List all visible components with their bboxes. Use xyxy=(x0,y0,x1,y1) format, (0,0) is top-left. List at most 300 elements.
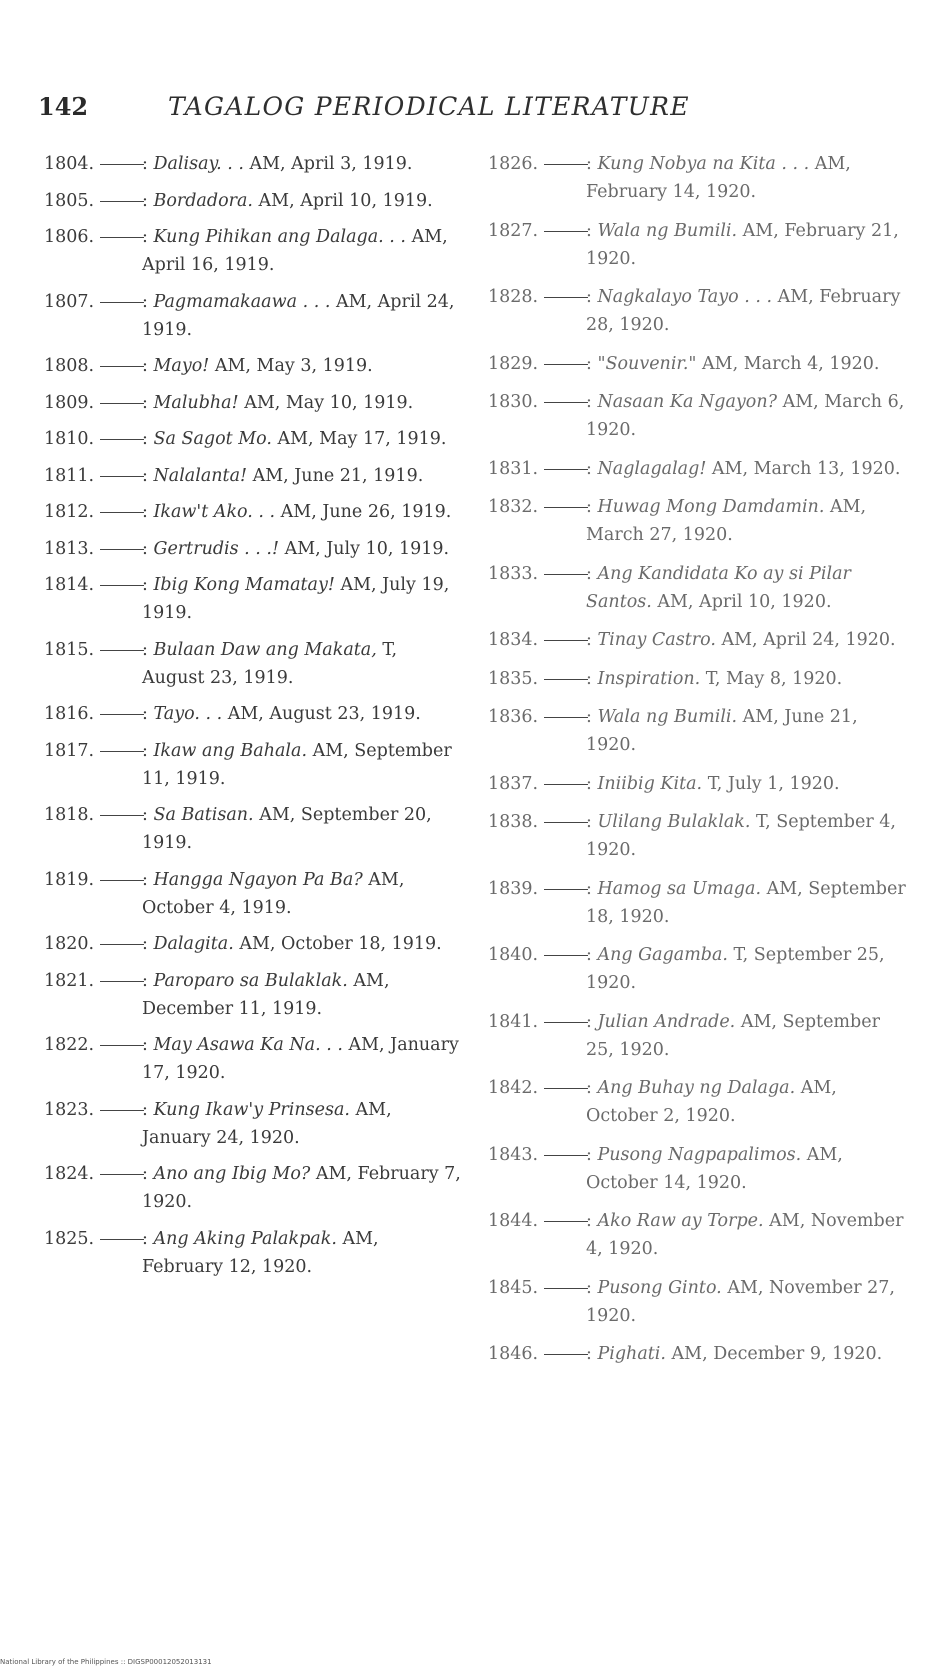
bibliography-entry xyxy=(488,1141,908,1197)
ditto-dash xyxy=(544,889,588,890)
entry-body: : Tayo. . . AM, August 23, 1919. xyxy=(142,704,421,724)
entry-number xyxy=(44,535,134,563)
right-column xyxy=(488,150,908,1379)
entry-source-date: AM, November 27, 1920. xyxy=(586,1277,895,1326)
entry-number xyxy=(488,1340,578,1368)
bibliography-entry xyxy=(488,350,908,378)
entry-number xyxy=(488,388,578,416)
bibliography-entry xyxy=(44,1096,464,1152)
entry-title: Kung Pihikan ang Dalaga. . . xyxy=(153,227,406,247)
entry-title: Ikaw ang Bahala. xyxy=(153,740,308,761)
entry-body: : Ulilang Bulaklak. T, September 4, 1920. xyxy=(586,812,896,860)
bibliography-entry xyxy=(488,388,908,444)
entry-body: : Ang Kandidata Ko ay si Pilar Santos. AM, April 10, 1920. xyxy=(586,563,851,612)
entry-title: Pusong Nagpapalimos. xyxy=(597,1144,802,1165)
entry-number-text: 1827. xyxy=(488,220,539,241)
entry-body: : Bulaan Daw ang Makata, T, August 23, 1919. xyxy=(142,639,398,688)
ditto-dash xyxy=(544,1088,588,1089)
entry-number xyxy=(44,223,134,251)
entry-body: : Pusong Ginto. AM, November 27, 1920. xyxy=(586,1277,895,1326)
entry-title: Ang Kandidata Ko ay si Pilar Santos. xyxy=(586,563,851,612)
bibliography-entry xyxy=(44,737,464,793)
bibliography-entry xyxy=(44,1160,464,1216)
entry-number-text: 1836. xyxy=(488,707,539,727)
entry-number-text: 1810. xyxy=(44,429,95,449)
entry-source-date: AM, November 4, 1920. xyxy=(586,1211,904,1259)
entry-source-date: AM, December 11, 1919. xyxy=(142,970,390,1019)
entry-body: : Paroparo sa Bulaklak. AM, December 11, 1919. xyxy=(142,970,390,1019)
entry-number-text: 1824. xyxy=(44,1164,95,1184)
entry-source-date: T, July 1, 1920. xyxy=(702,773,840,794)
entry-body: : Nalalanta! AM, June 21, 1919. xyxy=(142,465,424,486)
entry-source-date: AM, March 4, 1920. xyxy=(696,353,880,374)
bibliography-entry xyxy=(488,560,908,616)
entry-body: : Kung Pihikan ang Dalaga. . . AM, April 16, 1919. xyxy=(142,227,448,275)
ditto-dash xyxy=(544,574,588,575)
entry-title: Bulaan Daw ang Makata, xyxy=(153,639,377,660)
entry-body: : Naglagalag! AM, March 13, 1920. xyxy=(586,458,901,479)
bibliography-entry xyxy=(488,217,908,273)
entry-title: Gertrudis . . .! xyxy=(153,538,280,559)
bibliography-entry xyxy=(44,462,464,490)
entry-body: : Tinay Castro. AM, April 24, 1920. xyxy=(586,630,896,650)
ditto-dash xyxy=(100,751,144,752)
bibliography-entry xyxy=(44,389,464,417)
entry-title: Tayo. . . xyxy=(153,704,223,724)
entry-body: : Ikaw ang Bahala. AM, September 11, 1919. xyxy=(142,740,452,789)
entry-source-date: AM, February 28, 1920. xyxy=(586,287,901,335)
bibliography-entry xyxy=(44,801,464,857)
entry-number xyxy=(44,352,134,380)
bibliography-entry xyxy=(488,665,908,693)
entry-source-date: AM, February 12, 1920. xyxy=(142,1228,379,1277)
ditto-dash xyxy=(544,955,588,956)
entry-title: Ang Gagamba. xyxy=(597,945,728,965)
entry-number xyxy=(44,700,134,728)
entry-source-date: AM, June 26, 1919. xyxy=(275,502,452,522)
ditto-dash xyxy=(544,822,588,823)
entry-body: : Wala ng Bumili. AM, February 21, 1920. xyxy=(586,220,899,269)
entry-source-date: AM, April 10, 1920. xyxy=(651,591,832,612)
bibliography-entry xyxy=(44,223,464,279)
entry-body: : Pighati. AM, December 9, 1920. xyxy=(586,1344,883,1364)
entry-number xyxy=(44,288,134,316)
entry-title: Pighati. xyxy=(597,1344,666,1364)
ditto-dash xyxy=(544,469,588,470)
entry-source-date: AM, April 24, 1919. xyxy=(142,291,455,340)
entry-source-date: T, August 23, 1919. xyxy=(142,639,398,688)
ditto-dash xyxy=(544,364,588,365)
entry-number xyxy=(44,1031,134,1059)
entry-number xyxy=(488,455,578,483)
entry-title: Ikaw't Ako. . . xyxy=(153,502,276,522)
bibliography-entry xyxy=(44,425,464,453)
entry-number-text: 1809. xyxy=(44,392,95,413)
entry-body: : Wala ng Bumili. AM, June 21, 1920. xyxy=(586,707,858,755)
entry-number-text: 1821. xyxy=(44,970,95,991)
entry-number xyxy=(488,770,578,798)
page-header xyxy=(38,92,758,128)
entry-source-date: AM, April 24, 1920. xyxy=(715,630,896,650)
entry-number-text: 1845. xyxy=(488,1277,539,1298)
entry-title: Inspiration. xyxy=(597,668,701,689)
ditto-dash xyxy=(544,164,588,165)
bibliography-entry xyxy=(488,455,908,483)
entry-number xyxy=(44,801,134,829)
entry-number-text: 1806. xyxy=(44,227,95,247)
ditto-dash xyxy=(100,1174,144,1175)
entry-body: : Ikaw't Ako. . . AM, June 26, 1919. xyxy=(142,502,452,522)
entry-source-date: AM, February 21, 1920. xyxy=(586,220,899,269)
entry-source-date: AM, May 17, 1919. xyxy=(271,429,447,449)
ditto-dash xyxy=(100,439,144,440)
entry-title: Nagkalayo Tayo . . . xyxy=(597,287,773,307)
running-title: TAGALOG PERIODICAL LITERATURE xyxy=(168,92,690,121)
bibliography-entry xyxy=(44,352,464,380)
bibliography-entry xyxy=(488,283,908,339)
ditto-dash xyxy=(100,981,144,982)
bibliography-entry xyxy=(488,1207,908,1263)
ditto-dash xyxy=(544,679,588,680)
ditto-dash xyxy=(100,366,144,367)
ditto-dash xyxy=(544,507,588,508)
ditto-dash xyxy=(100,714,144,715)
entry-number-text: 1833. xyxy=(488,563,539,584)
entry-source-date: AM, September 18, 1920. xyxy=(586,878,906,927)
bibliography-entry xyxy=(44,967,464,1023)
ditto-dash xyxy=(544,717,588,718)
entry-number-text: 1812. xyxy=(44,502,95,522)
entry-number-text: 1828. xyxy=(488,287,539,307)
entry-body: : Hangga Ngayon Pa Ba? AM, October 4, 1919. xyxy=(142,869,405,918)
entry-number xyxy=(44,967,134,995)
entry-body: : Nasaan Ka Ngayon? AM, March 6, 1920. xyxy=(586,392,905,440)
entry-number-text: 1826. xyxy=(488,154,539,174)
entry-title: Ano ang Ibig Mo? xyxy=(153,1164,311,1184)
bibliography-entry xyxy=(44,1225,464,1281)
entry-title: Naglagalag! xyxy=(597,458,707,479)
entry-source-date: AM, July 19, 1919. xyxy=(142,575,450,623)
bibliography-entry xyxy=(44,187,464,215)
entry-source-date: AM, October 18, 1919. xyxy=(233,934,442,954)
ditto-dash xyxy=(100,237,144,238)
entry-number xyxy=(44,1160,134,1188)
entry-source-date: AM, June 21, 1919. xyxy=(247,465,424,486)
entry-body: : Huwag Mong Damdamin. AM, March 27, 1920. xyxy=(586,497,867,545)
entry-number xyxy=(488,217,578,245)
bibliography-entry xyxy=(44,288,464,344)
entry-number-text: 1825. xyxy=(44,1228,95,1249)
bibliography-entry xyxy=(488,493,908,549)
bibliography-entry xyxy=(44,535,464,563)
entry-number xyxy=(488,875,578,903)
entry-number xyxy=(44,571,134,599)
ditto-dash xyxy=(100,403,144,404)
ditto-dash xyxy=(544,1354,588,1355)
entry-source-date: AM, February 14, 1920. xyxy=(586,154,851,202)
entry-source-date: AM, March 13, 1920. xyxy=(706,458,901,479)
ditto-dash xyxy=(544,402,588,403)
ditto-dash xyxy=(100,549,144,550)
entry-body: : Iniibig Kita. T, July 1, 1920. xyxy=(586,773,840,794)
bibliography-entry xyxy=(488,626,908,654)
entry-body: : Dalagita. AM, October 18, 1919. xyxy=(142,934,442,954)
entry-title: Sa Sagot Mo. xyxy=(153,429,272,449)
entry-number-text: 1844. xyxy=(488,1211,539,1231)
entry-body: : Ibig Kong Mamatay! AM, July 19, 1919. xyxy=(142,575,450,623)
entry-number xyxy=(44,1096,134,1124)
ditto-dash xyxy=(100,880,144,881)
entry-number-text: 1811. xyxy=(44,465,95,486)
entry-number-text: 1823. xyxy=(44,1099,95,1120)
bibliography-entry xyxy=(44,930,464,958)
entry-body: : Bordadora. AM, April 10, 1919. xyxy=(142,190,433,211)
ditto-dash xyxy=(100,1239,144,1240)
entry-body: : Ang Buhay ng Dalaga. AM, October 2, 1920. xyxy=(586,1078,837,1126)
entry-number xyxy=(44,1225,134,1253)
entry-title: Malubha! xyxy=(153,392,239,413)
bibliography-entry xyxy=(488,703,908,759)
ditto-dash xyxy=(544,1221,588,1222)
entry-source-date: AM, October 2, 1920. xyxy=(586,1078,837,1126)
entry-number-text: 1820. xyxy=(44,934,95,954)
ditto-dash xyxy=(100,944,144,945)
bibliography-entry xyxy=(488,875,908,931)
entry-number-text: 1818. xyxy=(44,805,95,825)
entry-title: Pagmamakaawa . . . xyxy=(153,291,331,312)
entry-source-date: AM, January 24, 1920. xyxy=(142,1099,392,1148)
entry-source-date: AM, June 21, 1920. xyxy=(586,707,858,755)
entry-source-date: AM, April 16, 1919. xyxy=(142,227,448,275)
entry-number-text: 1805. xyxy=(44,190,95,211)
entry-title: Hamog sa Umaga. xyxy=(597,878,762,899)
entry-source-date: AM, August 23, 1919. xyxy=(222,704,421,724)
entry-source-date: AM, April 3, 1919. xyxy=(243,154,413,174)
entry-source-date: AM, July 10, 1919. xyxy=(279,538,450,559)
entry-source-date: AM, October 4, 1919. xyxy=(142,869,405,918)
entry-number xyxy=(44,462,134,490)
entry-body: : Julian Andrade. AM, September 25, 1920. xyxy=(586,1011,880,1060)
entry-number-text: 1829. xyxy=(488,353,539,374)
ditto-dash xyxy=(544,784,588,785)
entry-body: : Kung Ikaw'y Prinsesa. AM, January 24, 1920. xyxy=(142,1099,392,1148)
entry-number xyxy=(44,187,134,215)
entry-number xyxy=(488,350,578,378)
entry-body: : Ano ang Ibig Mo? AM, February 7, 1920. xyxy=(142,1164,461,1212)
entry-number xyxy=(488,1141,578,1169)
entry-source-date: AM, September 11, 1919. xyxy=(142,740,452,789)
entry-number xyxy=(44,930,134,958)
entry-number-text: 1841. xyxy=(488,1011,539,1032)
entry-title: Wala ng Bumili. xyxy=(597,220,738,241)
entry-number-text: 1842. xyxy=(488,1078,539,1098)
entry-source-date: AM, March 27, 1920. xyxy=(586,497,867,545)
entry-number xyxy=(44,737,134,765)
ditto-dash xyxy=(544,1155,588,1156)
entry-title: "Souvenir." xyxy=(597,353,697,374)
page-number: 142 xyxy=(38,92,89,121)
entry-body: : Kung Nobya na Kita . . . AM, February 14, 1920. xyxy=(586,154,851,202)
entry-source-date: AM, March 6, 1920. xyxy=(586,392,905,440)
entry-number xyxy=(44,150,134,178)
entry-body: : Malubha! AM, May 10, 1919. xyxy=(142,392,414,413)
entry-title: Hangga Ngayon Pa Ba? xyxy=(153,869,363,890)
ditto-dash xyxy=(100,650,144,651)
entry-title: Julian Andrade. xyxy=(597,1011,736,1032)
entry-title: Sa Batisan. xyxy=(153,805,254,825)
entry-number xyxy=(488,1008,578,1036)
ditto-dash xyxy=(100,512,144,513)
entry-number xyxy=(488,703,578,731)
ditto-dash xyxy=(100,302,144,303)
entry-source-date: AM, May 3, 1919. xyxy=(209,356,373,376)
entry-number xyxy=(488,626,578,654)
bibliography-entry xyxy=(44,866,464,922)
entry-number xyxy=(44,636,134,664)
entry-number xyxy=(488,1274,578,1302)
entry-title: May Asawa Ka Na. . . xyxy=(153,1035,343,1055)
entry-number xyxy=(488,283,578,311)
left-column xyxy=(44,150,464,1289)
ditto-dash xyxy=(544,1288,588,1289)
bibliography-entry xyxy=(44,571,464,627)
entry-source-date: T, September 4, 1920. xyxy=(586,812,896,860)
entry-source-date: AM, September 20, 1919. xyxy=(142,805,432,853)
entry-source-date: AM, February 7, 1920. xyxy=(142,1164,461,1212)
entry-body: : "Souvenir." AM, March 4, 1920. xyxy=(586,353,880,374)
entry-number xyxy=(488,808,578,836)
entry-title: Kung Nobya na Kita . . . xyxy=(597,154,810,174)
entry-number-text: 1804. xyxy=(44,154,95,174)
entry-body: : May Asawa Ka Na. . . AM, January 17, 1920. xyxy=(142,1035,459,1083)
bibliography-entry xyxy=(488,1340,908,1368)
entry-title: Mayo! xyxy=(153,356,210,376)
entry-number-text: 1834. xyxy=(488,630,539,650)
entry-number-text: 1840. xyxy=(488,945,539,965)
entry-body: : Ang Aking Palakpak. AM, February 12, 1920. xyxy=(142,1228,379,1277)
entry-source-date: T, May 8, 1920. xyxy=(700,668,843,689)
entry-number xyxy=(488,941,578,969)
entry-number xyxy=(488,150,578,178)
entry-source-date: AM, April 10, 1919. xyxy=(252,190,433,211)
entry-title: Ang Buhay ng Dalaga. xyxy=(597,1078,796,1098)
entry-body: : Nagkalayo Tayo . . . AM, February 28, 1920. xyxy=(586,287,901,335)
entry-body: : Hamog sa Umaga. AM, September 18, 1920. xyxy=(586,878,906,927)
entry-body: : Ako Raw ay Torpe. AM, November 4, 1920. xyxy=(586,1211,904,1259)
bibliography-entry xyxy=(44,700,464,728)
entry-title: Ulilang Bulaklak. xyxy=(597,812,751,832)
entry-number xyxy=(44,425,134,453)
entry-body: : Pagmamakaawa . . . AM, April 24, 1919. xyxy=(142,291,455,340)
bibliography-entry xyxy=(488,808,908,864)
entry-number xyxy=(488,1074,578,1102)
bibliography-entry xyxy=(488,941,908,997)
entry-number-text: 1835. xyxy=(488,668,539,689)
entry-title: Ang Aking Palakpak. xyxy=(153,1228,337,1249)
entry-number-text: 1831. xyxy=(488,458,539,479)
entry-title: Ako Raw ay Torpe. xyxy=(597,1211,764,1231)
ditto-dash xyxy=(100,1110,144,1111)
entry-source-date: AM, December 9, 1920. xyxy=(665,1344,883,1364)
entry-number-text: 1817. xyxy=(44,740,95,761)
entry-body: : Sa Batisan. AM, September 20, 1919. xyxy=(142,805,432,853)
ditto-dash xyxy=(100,164,144,165)
entry-number-text: 1837. xyxy=(488,773,539,794)
entry-number-text: 1807. xyxy=(44,291,95,312)
entry-source-date: AM, October 14, 1920. xyxy=(586,1144,843,1193)
bibliography-entry xyxy=(488,770,908,798)
bibliography-entry xyxy=(44,1031,464,1087)
entry-title: Paroparo sa Bulaklak. xyxy=(153,970,348,991)
entry-number-text: 1814. xyxy=(44,575,95,595)
entry-number-text: 1843. xyxy=(488,1144,539,1165)
entry-body: : Mayo! AM, May 3, 1919. xyxy=(142,356,373,376)
entry-title: Nasaan Ka Ngayon? xyxy=(597,392,777,412)
ditto-dash xyxy=(544,297,588,298)
entry-number xyxy=(44,389,134,417)
bibliography-entry xyxy=(44,150,464,178)
entry-title: Bordadora. xyxy=(153,190,253,211)
entry-title: Pusong Ginto. xyxy=(597,1277,722,1298)
entry-number xyxy=(488,560,578,588)
footer-credit: National Library of the Philippines :: DIGSP00012052013131 xyxy=(0,1658,212,1666)
entry-number-text: 1822. xyxy=(44,1035,95,1055)
ditto-dash xyxy=(544,231,588,232)
entry-number xyxy=(488,493,578,521)
entry-title: Dalagita. xyxy=(153,934,234,954)
ditto-dash xyxy=(100,476,144,477)
entry-title: Tinay Castro. xyxy=(597,630,716,650)
bibliography-entry xyxy=(488,1074,908,1130)
entry-number-text: 1832. xyxy=(488,497,539,517)
bibliography-entry xyxy=(488,150,908,206)
entry-number-text: 1813. xyxy=(44,538,95,559)
entry-body: : Pusong Nagpapalimos. AM, October 14, 1920. xyxy=(586,1144,843,1193)
entry-title: Ibig Kong Mamatay! xyxy=(153,575,335,595)
entry-body: : Sa Sagot Mo. AM, May 17, 1919. xyxy=(142,429,447,449)
entry-body: : Ang Gagamba. T, September 25, 1920. xyxy=(586,945,885,993)
entry-source-date: AM, January 17, 1920. xyxy=(142,1035,459,1083)
entry-number-text: 1816. xyxy=(44,704,95,724)
ditto-dash xyxy=(100,1045,144,1046)
entry-number-text: 1839. xyxy=(488,878,539,899)
entry-number xyxy=(488,1207,578,1235)
entry-source-date: T, September 25, 1920. xyxy=(586,945,885,993)
entry-number xyxy=(488,665,578,693)
entry-number-text: 1838. xyxy=(488,812,539,832)
bibliography-entry xyxy=(488,1274,908,1330)
entry-body: : Gertrudis . . .! AM, July 10, 1919. xyxy=(142,538,450,559)
entry-number xyxy=(44,498,134,526)
entry-source-date: AM, September 25, 1920. xyxy=(586,1011,880,1060)
entry-title: Dalisay. . . xyxy=(153,154,244,174)
entry-title: Kung Ikaw'y Prinsesa. xyxy=(153,1099,350,1120)
entry-source-date: AM, May 10, 1919. xyxy=(238,392,414,413)
entry-number-text: 1815. xyxy=(44,639,95,660)
ditto-dash xyxy=(100,201,144,202)
entry-number-text: 1819. xyxy=(44,869,95,890)
entry-number-text: 1830. xyxy=(488,392,539,412)
entry-number xyxy=(44,866,134,894)
bibliography-entry xyxy=(44,498,464,526)
entry-number-text: 1846. xyxy=(488,1344,539,1364)
ditto-dash xyxy=(100,815,144,816)
entry-title: Wala ng Bumili. xyxy=(597,707,738,727)
entry-number-text: 1808. xyxy=(44,356,95,376)
entry-body: : Inspiration. T, May 8, 1920. xyxy=(586,668,843,689)
entry-body: : Dalisay. . . AM, April 3, 1919. xyxy=(142,154,413,174)
entry-title: Huwag Mong Damdamin. xyxy=(597,497,825,517)
